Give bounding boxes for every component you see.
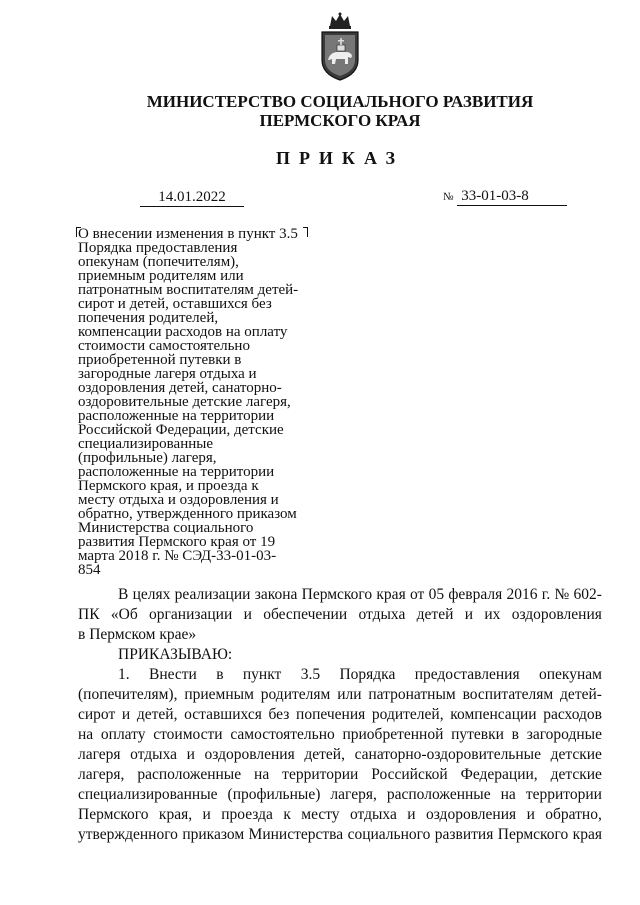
subject-line: опекунам (попечителям), bbox=[78, 254, 239, 270]
text-line: В целях реализации закона Пермского края от 05 февраля 2016 г. № 602- bbox=[118, 586, 602, 603]
preamble-paragraph bbox=[78, 585, 602, 645]
subject-line: обратно, утвержденного приказом bbox=[78, 506, 297, 522]
item1-word: 3.5 bbox=[300, 666, 321, 683]
subject-line: стоимости самостоятельно bbox=[78, 338, 250, 354]
subject-corner-right bbox=[303, 227, 308, 237]
subject-line: Порядка предоставления bbox=[78, 240, 238, 256]
item1-paragraph bbox=[78, 685, 602, 845]
subject-line: специализированные bbox=[78, 436, 213, 452]
subject-line: компенсации расходов на оплату bbox=[78, 324, 288, 340]
order-number: 33-01-03-8 bbox=[457, 187, 567, 206]
ministry-name-line2: ПЕРМСКОГО КРАЯ bbox=[259, 111, 421, 130]
subject-line: расположенные на территории bbox=[78, 408, 275, 424]
text-line: ПК «Об организации и обеспечении отдыха детей и их оздоровления bbox=[78, 606, 602, 623]
text-line: Пермского края, и проезда к месту отдыха и оздоровления и обратно, bbox=[78, 806, 602, 823]
item1-word: Внести bbox=[148, 666, 197, 683]
item1-first-line bbox=[118, 665, 602, 685]
subject-line: Российской Федерации, детские bbox=[78, 422, 284, 438]
text-line: в Пермском крае» bbox=[78, 626, 197, 643]
item1-word: Порядка bbox=[339, 666, 396, 683]
subject-lines bbox=[78, 227, 318, 577]
text-line: специализированные (профильные) лагеря, расположенные на территории bbox=[78, 786, 602, 803]
order-body bbox=[78, 585, 602, 845]
item1-word: пункт bbox=[242, 666, 282, 683]
subject-line: оздоровительные детские лагеря, bbox=[78, 394, 291, 410]
subject-line: Министерства социального bbox=[78, 520, 254, 536]
subject-line: приемным родителям или bbox=[78, 268, 244, 284]
subject-line: развития Пермского края от 19 bbox=[78, 534, 276, 550]
ministry-name-line1: МИНИСТЕРСТВО СОЦИАЛЬНОГО РАЗВИТИЯ bbox=[146, 92, 534, 111]
order-number-field bbox=[443, 187, 567, 206]
subject-line: (профильные) лагеря, bbox=[78, 450, 217, 466]
perm-krai-coat-of-arms-icon bbox=[318, 12, 362, 82]
order-date: 14.01.2022 bbox=[140, 188, 244, 207]
item1-word: 1. bbox=[118, 666, 130, 683]
subject-corner-left bbox=[76, 227, 81, 237]
order-subject bbox=[78, 227, 318, 577]
subject-line: месту отдыха и оздоровления и bbox=[78, 492, 279, 508]
subject-line: оздоровления детей, санаторно- bbox=[78, 380, 282, 396]
subject-line: сирот и детей, оставшихся без bbox=[78, 296, 272, 312]
item1-word: опекунам bbox=[538, 666, 602, 683]
subject-line: попечения родителей, bbox=[78, 310, 219, 326]
item1-word: в bbox=[216, 666, 224, 683]
subject-line: расположенные на территории bbox=[78, 464, 275, 480]
subject-line: О внесении изменения в пункт 3.5 bbox=[78, 226, 298, 242]
document-type-title: ПРИКАЗ bbox=[275, 148, 405, 168]
text-line: утвержденного приказом Министерства социального развития Пермского края bbox=[78, 826, 602, 843]
item1-word: предоставления bbox=[414, 666, 520, 683]
text-line: лагеря, расположенные на территории Российской Федерации, детские bbox=[78, 766, 602, 783]
order-directive: ПРИКАЗЫВАЮ: bbox=[118, 646, 233, 663]
subject-line: загородные лагеря отдыха и bbox=[78, 366, 257, 382]
text-line: сирот и детей, оставшихся без попечения родителей, компенсации расходов bbox=[78, 706, 602, 723]
subject-line: патронатным воспитателям детей- bbox=[78, 282, 299, 298]
subject-line: приобретенной путевки в bbox=[78, 352, 242, 368]
number-sign: № bbox=[443, 191, 454, 203]
subject-line: марта 2018 г. № СЭД-33-01-03- bbox=[78, 548, 277, 564]
text-line: на оплату стоимости самостоятельно приобретенной путевки в загородные bbox=[78, 726, 602, 743]
text-line: лагеря отдыха и оздоровления детей, санаторно-оздоровительные детские bbox=[78, 746, 602, 763]
subject-line: 854 bbox=[78, 562, 101, 578]
text-line: (попечителям), приемным родителям или патронатным воспитателям детей- bbox=[78, 686, 602, 703]
subject-line: Пермского края, и проезда к bbox=[78, 478, 259, 494]
